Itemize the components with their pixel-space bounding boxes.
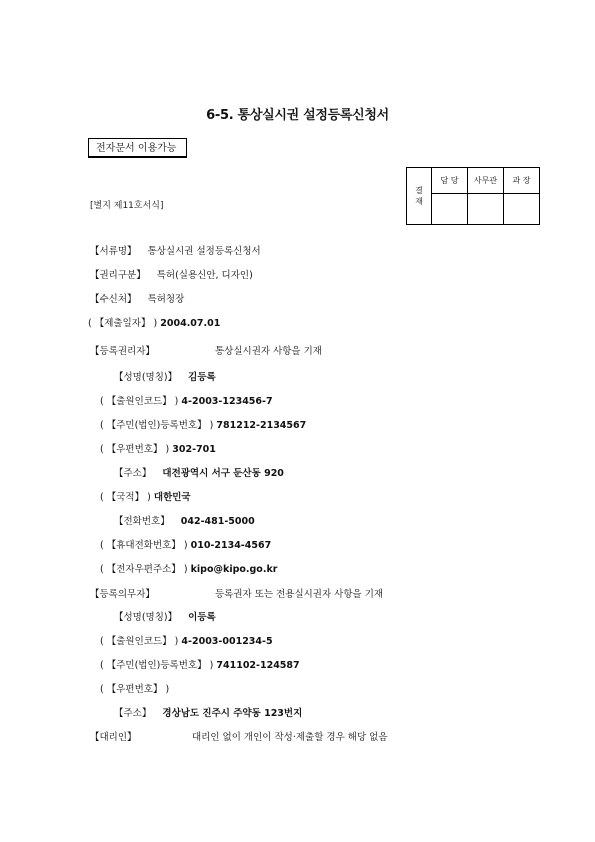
paren-close: ) [165, 684, 170, 695]
recipient-row [90, 291, 184, 305]
paren-close: ) [183, 540, 188, 551]
holder-addr-label: 【주소】 [114, 468, 152, 479]
holder-name-row [114, 369, 216, 383]
approval-sign-officer[interactable] [468, 194, 504, 225]
electronic-document-badge: 전자문서 이용가능 [88, 138, 187, 158]
holder-zip-value: 302-701 [172, 444, 216, 455]
obligor-code-label: 【출원인코드】 [106, 636, 172, 647]
approval-header-staff: 담 당 [432, 168, 468, 194]
filing-date-row [88, 315, 220, 329]
obligor-label: 【등록의무자】 [90, 589, 155, 600]
agent-desc: 대리인 없이 개인이 작성·제출할 경우 해당 없음 [192, 732, 388, 743]
obligor-desc: 등록권자 또는 전용실시권자 사항을 기재 [215, 589, 384, 600]
paren-close: ) [153, 318, 158, 329]
obligor-zip-row [100, 681, 169, 695]
paren-close: ) [174, 396, 179, 407]
approval-header-chief: 과 장 [504, 168, 540, 194]
paren-open: ( [100, 420, 104, 431]
obligor-name-label: 【성명(명칭)】 [114, 612, 178, 623]
right-type-row [90, 267, 253, 281]
obligor-addr-row [114, 705, 302, 719]
obligor-code-row [100, 633, 273, 647]
obligor-code-value: 4-2003-001234-5 [181, 636, 273, 647]
holder-mobile-value: 010-2134-4567 [190, 540, 272, 551]
obligor-header-row [90, 586, 155, 600]
paren-open: ( [100, 564, 104, 575]
holder-email-label: 【전자우편주소】 [106, 564, 181, 575]
holder-nation-row [100, 489, 191, 503]
holder-label: 【등록권리자】 [90, 346, 155, 357]
holder-nation-value: 대한민국 [153, 492, 191, 503]
obligor-addr-value: 경상남도 진주시 주약동 123번지 [162, 708, 303, 719]
doc-name-value: 통상실시권 설정등록신청서 [147, 246, 261, 257]
obligor-zip-label: 【우편번호】 [106, 684, 163, 695]
holder-mobile-label: 【휴대전화번호】 [106, 540, 181, 551]
paren-open: ( [100, 660, 104, 671]
holder-reg-label: 【주민(법인)등록번호】 [106, 420, 207, 431]
paren-close: ) [165, 444, 170, 455]
paren-close: ) [209, 420, 214, 431]
paren-close: ) [209, 660, 214, 671]
recipient-value: 특허청장 [147, 294, 185, 305]
paren-close: ) [147, 492, 151, 503]
obligor-reg-row [100, 657, 300, 671]
holder-zip-row [100, 441, 216, 455]
holder-header-row [90, 343, 155, 357]
holder-desc: 통상실시권자 사항을 기재 [215, 346, 322, 357]
page-title: 6-5. 통상실시권 설정등록신청서 [206, 108, 389, 123]
right-type-value: 특허(실용신안, 디자인) [156, 270, 253, 281]
paren-close: ) [174, 636, 179, 647]
holder-nation-label: 【국적】 [106, 492, 145, 503]
holder-name-label: 【성명(명칭)】 [114, 372, 178, 383]
approval-side-label: 결 재 [407, 168, 432, 225]
approval-sign-chief[interactable] [504, 194, 540, 225]
obligor-addr-label: 【주소】 [114, 708, 152, 719]
approval-header-officer: 사무관 [468, 168, 504, 194]
holder-addr-value: 대전광역시 서구 둔산동 920 [162, 468, 284, 479]
holder-code-row [100, 393, 273, 407]
holder-code-label: 【출원인코드】 [106, 396, 172, 407]
obligor-name-value: 이등록 [188, 612, 216, 623]
holder-phone-label: 【전화번호】 [114, 516, 170, 527]
paren-open: ( [88, 318, 92, 329]
recipient-label: 【수신처】 [90, 294, 137, 305]
holder-reg-row [100, 417, 306, 431]
obligor-name-row [114, 609, 216, 623]
filing-date-label: 【제출일자】 [94, 318, 151, 329]
doc-name-row [90, 243, 261, 257]
holder-email-row [100, 561, 277, 575]
holder-name-value: 김등록 [188, 372, 216, 383]
paren-open: ( [100, 684, 104, 695]
holder-zip-label: 【우편번호】 [106, 444, 163, 455]
form-number: [별지 제11호서식] [90, 201, 164, 211]
paren-open: ( [100, 396, 104, 407]
holder-addr-row [114, 465, 284, 479]
obligor-reg-value: 741102-124587 [216, 660, 300, 671]
agent-label: 【대리인】 [90, 732, 137, 743]
holder-mobile-row [100, 537, 271, 551]
paren-open: ( [100, 492, 104, 503]
holder-email-value: kipo@kipo.go.kr [190, 564, 278, 575]
paren-open: ( [100, 444, 104, 455]
right-type-label: 【권리구분】 [90, 270, 146, 281]
doc-name-label: 【서류명】 [90, 246, 137, 257]
obligor-reg-label: 【주민(법인)등록번호】 [106, 660, 207, 671]
approval-sign-staff[interactable] [432, 194, 468, 225]
holder-reg-value: 781212-2134567 [216, 420, 307, 431]
paren-close: ) [183, 564, 188, 575]
approval-table [406, 167, 540, 225]
holder-phone-value: 042-481-5000 [180, 516, 255, 527]
paren-open: ( [100, 636, 104, 647]
holder-phone-row [114, 513, 255, 527]
holder-code-value: 4-2003-123456-7 [181, 396, 273, 407]
filing-date-value: 2004.07.01 [160, 318, 221, 329]
paren-open: ( [100, 540, 104, 551]
agent-row [90, 729, 137, 743]
